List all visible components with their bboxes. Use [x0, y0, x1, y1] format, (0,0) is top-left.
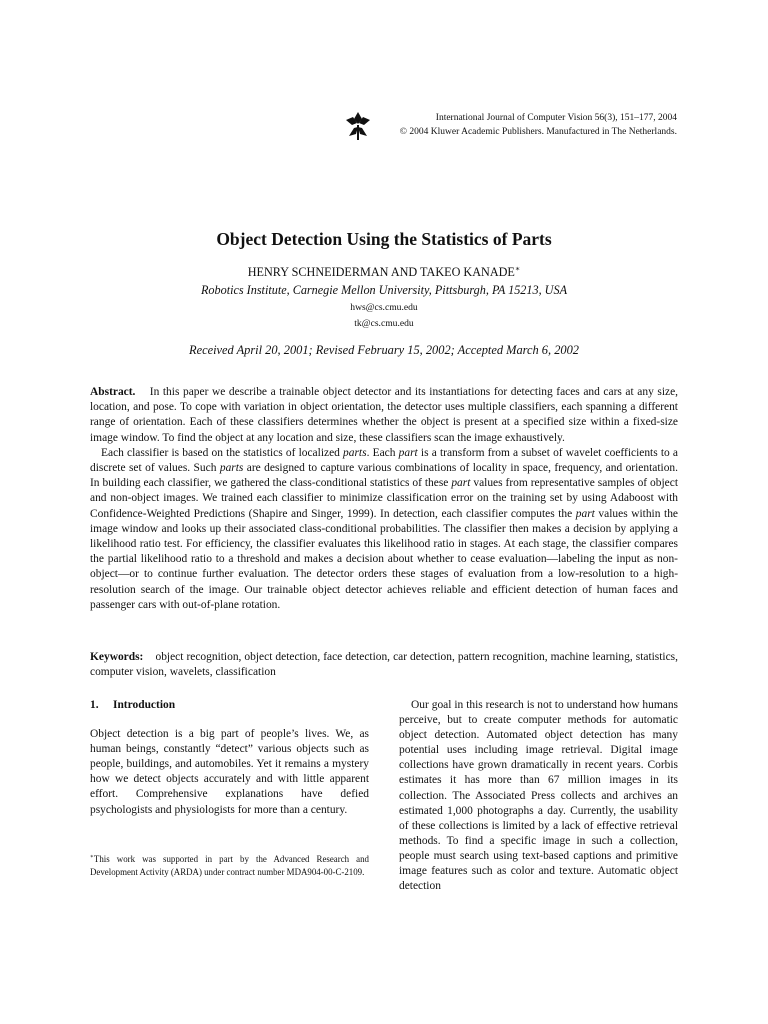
copyright-line: © 2004 Kluwer Academic Publishers. Manufactured in The Netherlands. — [399, 127, 677, 137]
right-column — [399, 698, 678, 894]
abstract-emphasis: part — [398, 446, 418, 459]
email-2: tk@cs.cmu.edu — [354, 318, 414, 329]
intro-paragraph-right: Our goal in this research is not to understand how humans perceive, but to create computer methods for automatic object detection. Automated object detection has many potential uses including image retrieval. Digital image collections have grown dramatically in recent years. Corbis estimates it has more than 67 million images in its collection. The Associated Press collects and archives an estimated 1,000 photographs a day. Currently, the usability of these collections is limited by a lack of effective retrieval methods. To find a specific image in such a collection, people must search using text-based captions and primitive image features such as color and texture. Automatic object detection — [399, 699, 678, 893]
footnote-text: This work was supported in part by the Advanced Research and Development Activity (ARDA) under contract number MDA904-00-C-2109. — [90, 854, 369, 877]
section-title: Introduction — [113, 699, 176, 711]
abstract-emphasis: parts — [219, 462, 244, 475]
abstract-emphasis: parts — [343, 446, 367, 459]
journal-citation: International Journal of Computer Vision 56(3), 151–177, 2004 — [435, 113, 677, 123]
author-names: HENRY SCHNEIDERMAN AND TAKEO KANADE — [247, 265, 515, 279]
section-number: 1. — [90, 699, 99, 711]
affiliation: Robotics Institute, Carnegie Mellon University, Pittsburgh, PA 15213, USA — [200, 283, 568, 297]
footnote — [90, 853, 369, 879]
publisher-logo-icon — [345, 111, 371, 141]
left-column — [90, 698, 369, 818]
paper-title: Object Detection Using the Statistics of Parts — [216, 229, 552, 249]
abstract-text: values within the image window and looks up their associated class-conditional probabilities. The classifier then makes a decision by applying a likelihood ratio test. For efficiency, the classifier evaluates this likelihood ratio in stages. At each stage, the classifier compares the partial likelihood ratio to a threshold and makes a decision about whether to cease evaluation—labeling the input as non-object—or to continue further evaluation. The detector orders these stages of evaluation from a low-resolution to a high-resolution search of the image. Our trainable object detector achieves reliable and efficient detection of human faces and passenger cars with out-of-plane rotation. — [90, 507, 678, 611]
abstract-paragraph-2 — [90, 446, 678, 613]
section-heading — [90, 698, 369, 713]
submission-dates: Received April 20, 2001; Revised February 15, 2002; Accepted March 6, 2002 — [189, 343, 579, 357]
abstract-text: is a transform from a subset of wavelet coefficients to a discrete set of values. Such — [90, 446, 679, 475]
author-footnote-marker: ∗ — [514, 263, 521, 273]
authors — [90, 265, 678, 280]
abstract-text: Each classifier is based on the statistics of localized — [101, 446, 344, 459]
abstract-emphasis: part — [451, 477, 471, 490]
keywords-label: Keywords: — [90, 651, 144, 663]
abstract — [90, 385, 678, 613]
abstract-emphasis: part — [575, 507, 595, 520]
abstract-label: Abstract. — [90, 386, 136, 398]
abstract-paragraph-1 — [90, 385, 678, 446]
footnote-marker: ∗ — [90, 854, 94, 861]
intro-paragraph-left: Object detection is a big part of people’s lives. We, as human beings, constantly “detect” various objects such as people, buildings, and automobiles. Yet it remains a mystery how we detect objects accurately and with little apparent effort. Comprehensive explanations have defied psychologists and physiologists for more than a century. — [90, 728, 369, 816]
abstract-text: . Each — [366, 446, 399, 459]
email-1: hws@cs.cmu.edu — [350, 302, 418, 313]
abstract-text: are designed to capture various combinations of locality in space, frequency, and orientation. In building each classifier, we gathered the class-conditional statistics of these — [90, 462, 679, 490]
keywords-text: object recognition, object detection, face detection, car detection, pattern recognition, machine learning, statistics, computer vision, wavelets, classification — [90, 651, 678, 679]
keywords — [90, 650, 678, 681]
abstract-text: values from representative samples of object and non-object images. We trained each classifier to minimize classification error on the training set by using Adaboost with Confidence-Weighted Predictions (Shapire and Singer, 1999). In detection, each classifier computes the — [90, 477, 679, 520]
abstract-text-1: In this paper we describe a trainable object detector and its instantiations for detecting faces and cars at any size, location, and pose. To cope with variation in object orientation, the detector uses multiple classifiers, each spanning a different range of orientation. Each of these classifiers determines whether the object is present at a specified size within a fixed-size image window. To find the object at any location and size, these classifiers scan the image exhaustively. — [90, 386, 679, 444]
